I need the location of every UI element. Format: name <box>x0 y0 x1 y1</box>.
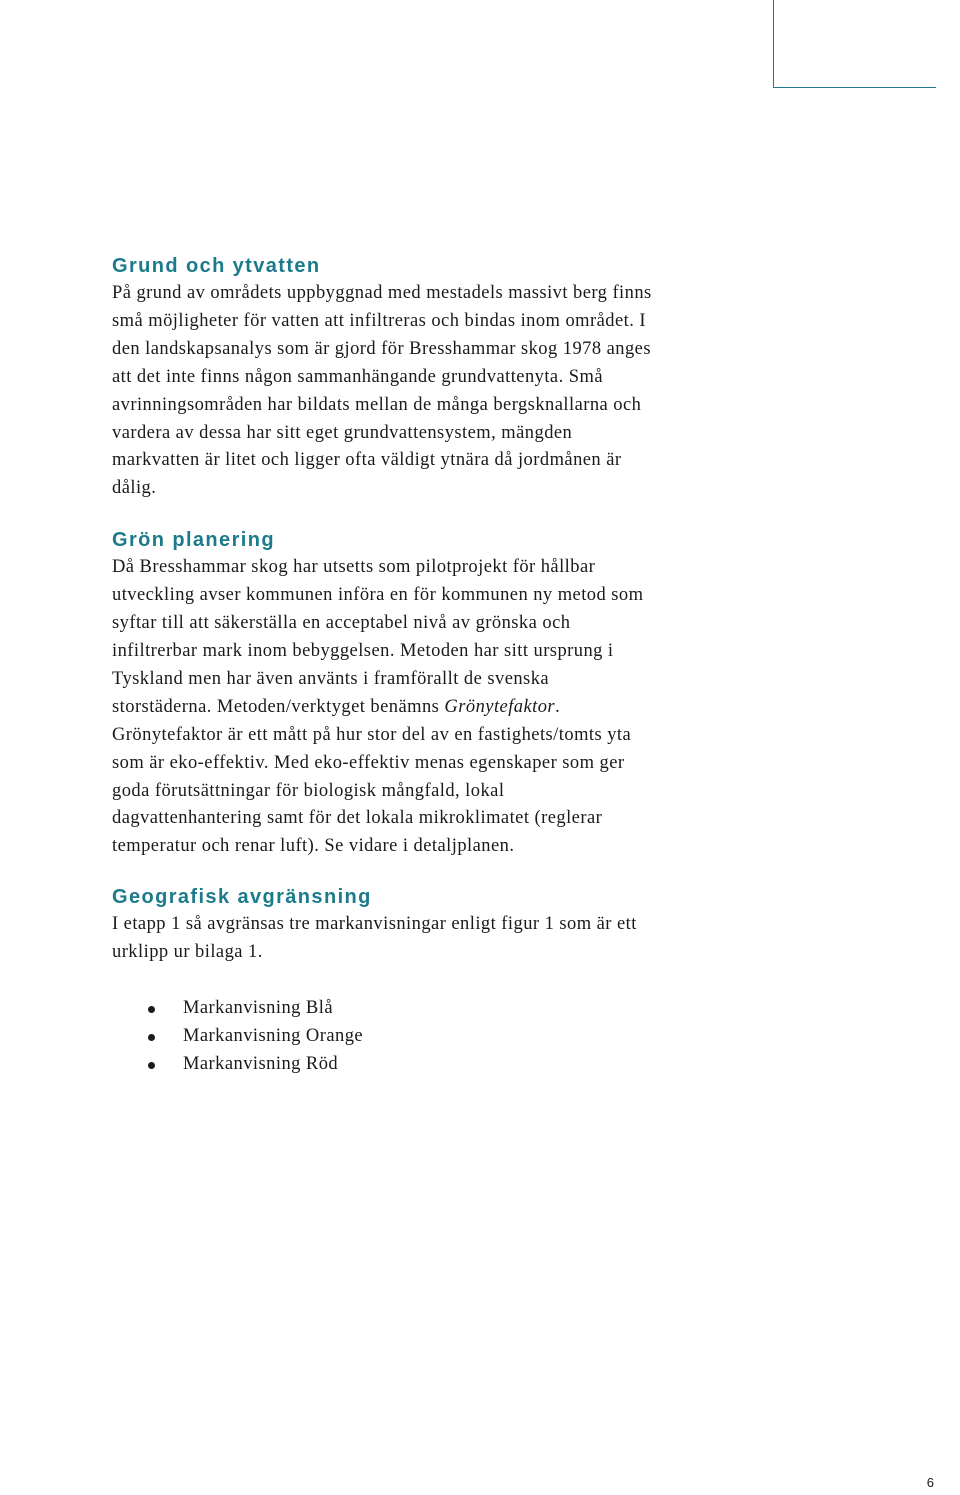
text-line: urklipp ur bilaga 1. <box>112 942 263 963</box>
text-line: På grund av områdets uppbyggnad med mestadels massivt berg finns <box>112 283 652 303</box>
bullet-icon <box>148 1006 155 1013</box>
list-item-label: Markanvisning Orange <box>183 1025 364 1046</box>
emphasis-suffix: . <box>555 696 561 717</box>
list-item <box>112 1051 832 1079</box>
text-line: utveckling avser kommunen införa en för kommunen ny metod som <box>112 585 644 606</box>
text-line: den landskapsanalys som är gjord för Bresshammar skog 1978 anges <box>112 338 651 359</box>
markanvisning-list <box>112 995 832 1079</box>
section-heading-gron-planering: Grön planering <box>112 529 275 552</box>
text-line: markvatten är litet och ligger ofta väldigt ytnära då jordmånen är <box>112 450 622 471</box>
list-item <box>112 1023 832 1051</box>
emphasized-term: Grönytefaktor <box>444 696 556 717</box>
page-number: 6 <box>926 1475 934 1490</box>
bullet-icon <box>148 1034 155 1041</box>
text-fragment: storstäderna. Metoden/verktyget benämns <box>112 696 440 717</box>
bullet-icon <box>148 1062 155 1069</box>
text-line: dagvattenhantering samt för det lokala mikroklimatet (reglerar <box>112 808 603 829</box>
text-line: små möjligheter för vatten att infiltreras och bindas inom området. I <box>112 310 647 331</box>
text-line: temperatur och renar luft). Se vidare i detaljplanen. <box>112 836 515 857</box>
text-line: dålig. <box>112 478 157 499</box>
text-line: infiltrerbar mark inom bebyggelsen. Metoden har sitt ursprung i <box>112 640 614 661</box>
paragraph-grund-och-ytvatten <box>112 280 832 503</box>
section-heading-grund-och-ytvatten: Grund och ytvatten <box>112 255 321 277</box>
text-line: syftar till att säkerställa en acceptabel nivå av grönska och <box>112 613 571 634</box>
text-line: Då Bresshammar skog har utsetts som pilotprojekt för hållbar <box>112 557 596 578</box>
paragraph-geografisk-avgransning <box>112 911 832 967</box>
text-line: som är eko-effektiv. Med eko-effektiv menas egenskaper som ger <box>112 752 625 773</box>
paragraph-gron-planering <box>112 554 832 861</box>
text-line: att det inte finns någon sammanhängande grundvattenyta. Små <box>112 366 603 387</box>
text-line: goda förutsättningar för biologisk mångfald, lokal <box>112 780 505 801</box>
section-heading-geografisk-avgransning: Geografisk avgränsning <box>112 886 372 909</box>
list-item-label: Markanvisning Blå <box>183 998 333 1019</box>
corner-frame-decoration <box>773 0 936 88</box>
text-line-with-emphasis <box>112 694 832 722</box>
text-line: Grönytefaktor är ett mått på hur stor del av en fastighets/tomts yta <box>112 724 632 745</box>
text-line: avrinningsområden har bildats mellan de många bergsknallarna och <box>112 394 642 415</box>
list-item <box>112 995 832 1023</box>
text-line: I etapp 1 så avgränsas tre markanvisningar enligt figur 1 som är ett <box>112 914 637 935</box>
text-line: vardera av dessa har sitt eget grundvattensystem, mängden <box>112 422 573 443</box>
text-line: Tyskland men har även använts i framförallt de svenska <box>112 668 550 689</box>
document-body <box>112 252 832 1079</box>
list-item-label: Markanvisning Röd <box>183 1053 339 1074</box>
